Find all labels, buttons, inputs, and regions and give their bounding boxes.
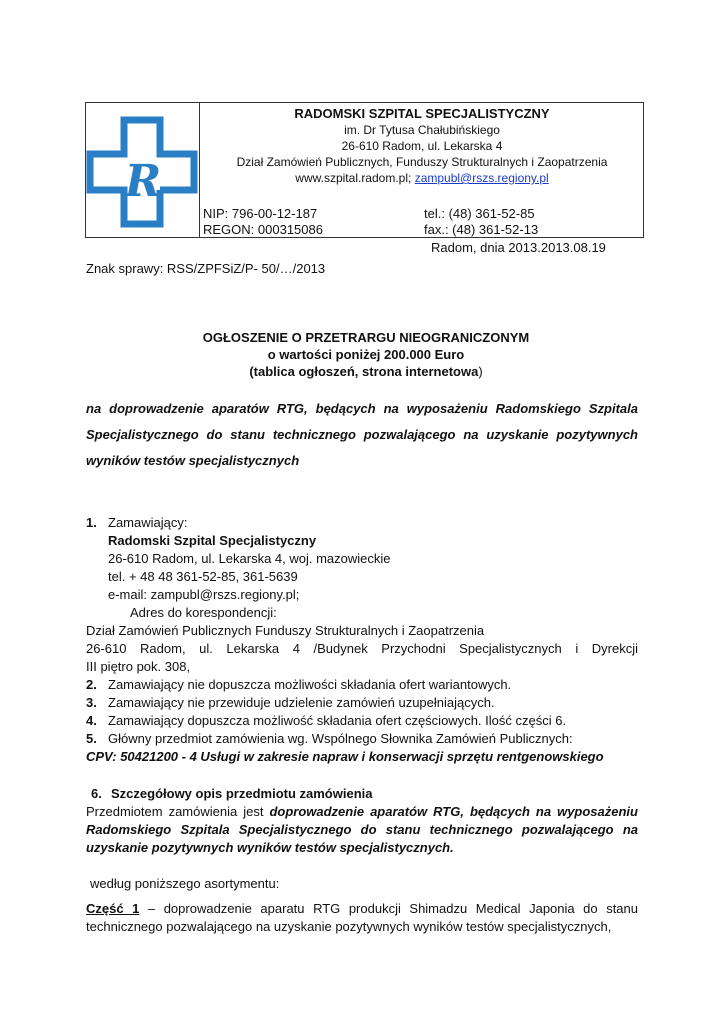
title-line-2: o wartości poniżej 200.000 Euro [267, 347, 465, 362]
cpv-code-line: CPV: 50421200 - 4 Usługi w zakresie napraw i konserwacji sprzętu rentgenowskiego [86, 749, 604, 764]
hospital-department: Dział Zamówień Publicznych, Funduszy Strukturalnych i Zaopatrzenia [236, 155, 608, 169]
section-6-number: 6. [91, 786, 102, 801]
subject-line-2: Specjalistycznego do stanu technicznego pozwalającego na uzyskanie pozytywnych [86, 427, 638, 442]
logo-letter: R [124, 156, 162, 207]
section-5-text: Główny przedmiot zamówienia wg. Wspólnego Słownika Zamówień Publicznych: [108, 731, 573, 746]
regon-text: REGON: 000315086 [203, 222, 323, 237]
case-reference: Znak sprawy: RSS/ZPFSiZ/P- 50/…/2013 [86, 261, 326, 276]
contact-web-line [200, 171, 644, 185]
section-5-number: 5. [86, 731, 97, 746]
part-1-label: Część 1 [86, 901, 140, 916]
section-1-number: 1. [86, 515, 97, 530]
hospital-name: RADOMSKI SZPITAL SPECJALISTYCZNY [294, 106, 550, 121]
title-line-1: OGŁOSZENIE O PRZETRARGU NIEOGRANICZONYM [202, 330, 530, 345]
hospital-address: 26-610 Radom, ul. Lekarska 4 [341, 139, 503, 153]
section-3-text: Zamawiający nie przewiduje udzielenie zamówień uzupełniających. [108, 695, 495, 710]
part-1-line-2: technicznego pozwalającego na uzyskanie pozytywnych wyników testów specjalistycznych, [86, 919, 612, 934]
orderer-address: 26-610 Radom, ul. Lekarska 4, woj. mazowieckie [108, 551, 391, 566]
title-line-3-text: (tablica ogłoszeń, strona internetowa [249, 364, 479, 379]
section-6-line-1 [86, 804, 638, 819]
part-1-text: – doprowadzenie aparatu RTG produkcji Shimadzu Medical Japonia do stanu [147, 901, 638, 916]
part-1-line-1 [86, 901, 638, 916]
section-6-bold-1: doprowadzenie aparatów RTG, będących na wyposażeniu [269, 804, 638, 819]
assortment-intro: według poniższego asortymentu: [90, 876, 280, 891]
tel-text: tel.: (48) 361-52-85 [424, 206, 535, 221]
section-4-number: 4. [86, 713, 97, 728]
orderer-phone: tel. + 48 48 361-52-85, 361-5639 [108, 569, 298, 584]
title-line-3-end: ) [478, 364, 483, 379]
correspondence-dept: Dział Zamówień Publicznych Funduszy Strukturalnych i Zaopatrzenia [86, 623, 485, 638]
fax-text: fax.: (48) 361-52-13 [424, 222, 539, 237]
website-text: www.szpital.radom.pl; [295, 171, 412, 185]
section-6-line-3: uzyskanie pozytywnych wyników testów specjalistycznych. [86, 840, 454, 855]
section-2-text: Zamawiający nie dopuszcza możliwości składania ofert wariantowych. [108, 677, 512, 692]
correspondence-label: Adres do korespondencji: [130, 605, 277, 620]
subject-line-1: na doprowadzenie aparatów RTG, będących na wyposażeniu Radomskiego Szpitala [86, 401, 638, 416]
section-4-text: Zamawiający dopuszcza możliwość składania ofert częściowych. Ilość części 6. [108, 713, 567, 728]
section-6-intro: Przedmiotem zamówienia jest [86, 804, 264, 819]
section-6-line-2: Radomskiego Szpitala Specjalistycznego do stanu technicznego pozwalającego na [86, 822, 638, 837]
section-3-number: 3. [86, 695, 97, 710]
email-link[interactable]: zampubl@rszs.regiony.pl [414, 171, 549, 185]
subject-line-3: wyników testów specjalistycznych [86, 453, 300, 468]
correspondence-address-2: III piętro pok. 308, [86, 659, 191, 674]
hospital-logo-icon [86, 116, 198, 228]
hospital-patron: im. Dr Tytusa Chałubińskiego [344, 123, 500, 137]
section-1-label: Zamawiający: [108, 515, 188, 530]
section-2-number: 2. [86, 677, 97, 692]
nip-text: NIP: 796-00-12-187 [203, 206, 318, 221]
title-line-3 [86, 364, 646, 379]
correspondence-address-1: 26-610 Radom, ul. Lekarska 4 /Budynek Przychodni Specjalistycznych i Dyrekcji [86, 641, 638, 656]
orderer-name: Radomski Szpital Specjalistyczny [108, 533, 317, 548]
orderer-email: e-mail: zampubl@rszs.regiony.pl; [108, 587, 300, 602]
section-6-title: Szczegółowy opis przedmiotu zamówienia [111, 786, 373, 801]
date-line: Radom, dnia 2013.2013.08.19 [431, 240, 606, 255]
